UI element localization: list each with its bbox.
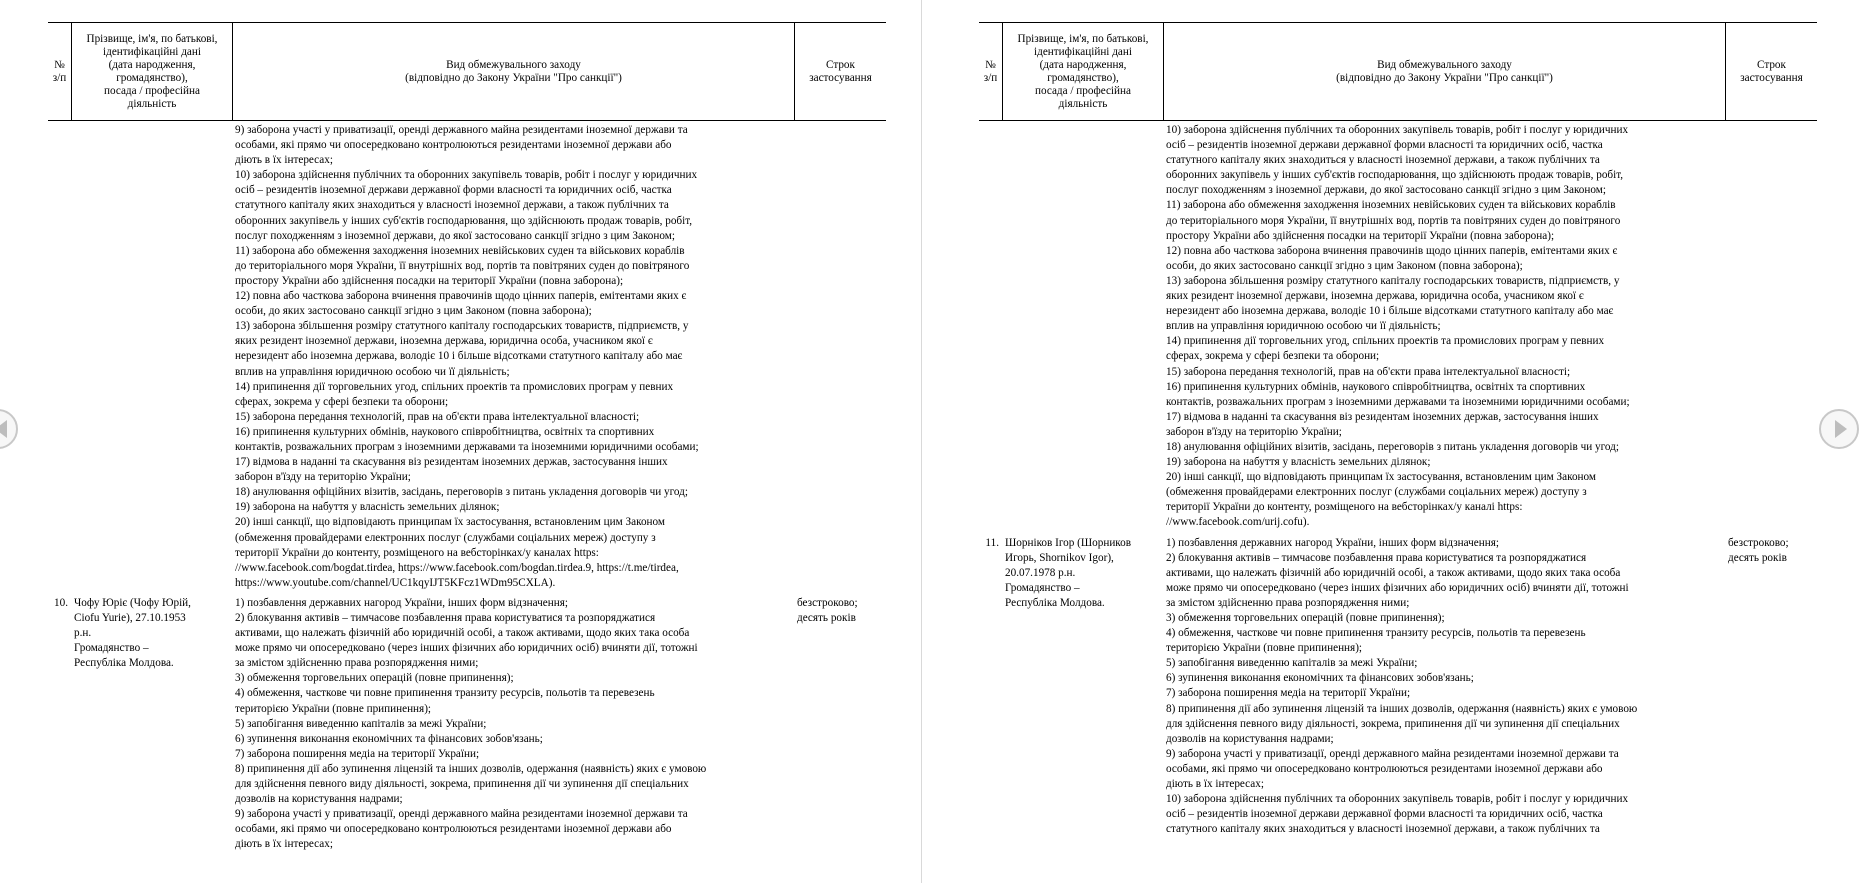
cell-number: 11. — [985, 536, 999, 549]
header-person: Прізвище, ім'я, по батькові, ідентифікаційні дані (дата народження, громадянство), посада / професійна діяльність — [1003, 23, 1164, 120]
cell-number — [979, 123, 1003, 531]
table-header — [979, 22, 1817, 121]
cell-person: Чофу Юріє (Чофу Юрій, Ciofu Yurie), 27.10.1953 р.н. Громадянство – Республіка Молдова. — [74, 596, 191, 670]
cell-term: безстроково; десять років — [797, 596, 858, 624]
header-term: Строк застосування — [1740, 58, 1803, 84]
cell-measures: 1) позбавлення державних нагород України, інших форм відзначення; 2) блокування активів – тимчасове позбавлення права користуватися та розпоряджатися активами, що належать фізичній або юридичній особі, а також активами, щодо яких така особа може прямо чи опосередковано (через інших фізичних або юридичних осіб) вчиняти дії, тотожні за змістом здійсненню права розпорядження ними; 3) обмеження торговельних операцій (повне припинення); 4) обмеження, часткове чи повне припинення транзиту ресурсів, польотів та перевезень територією України (повне припинення); 5) запобігання виведенню капіталів за межі України; 6) зупинення виконання економічних та фінансових зобов'язань; 7) заборона поширення медіа на території України; 8) припинення дії або зупинення ліцензій та інших дозволів, одержання (наявність) яких є умовою для здійснення певного виду діяльності, зокрема, припинення дії чи зупинення дії спеціальних дозволів на користування надрами; 9) заборона участі у приватизації, оренді державного майна резидентами іноземної держави та особами, які прямо чи опосередковано контролюються резидентами іноземної держави або діють в їх інтересах; 10) заборона здійснення публічних та оборонних закупівель товарів, робіт і послуг у юридичних осіб – резидентів іноземної держави державної форми власності та юридичних осіб, частка статутного капіталу яких знаходиться у власності іноземної держави, а також публічних та — [1166, 536, 1638, 836]
cell-measures: 9) заборона участі у приватизації, оренді державного майна резидентами іноземної держави та особами, які прямо чи опосередковано контролюються резидентами іноземної держави або діють в їх інтересах; 10) заборона здійснення публічних та оборонних закупівель товарів, робіт і послуг у юридичних осіб – резидентів іноземної держави державної форми власності та юридичних осіб, частка статутного капіталу яких знаходиться у власності іноземної держави, а також публічних та оборонних закупівель у інших суб'єктів господарювання, що здійснюють продаж товарів, робіт, послуг походженням з іноземної держави, до якої застосовано санкції згідно з цим Законом; 11) заборона або обмеження заходження іноземних невійськових суден та військових кораблів до територіального моря України, її внутрішніх вод, портів та повітряних суден до повітряного простору України або здійснення посадки на території України (повна заборона); 12) повна або часткова заборона вчинення правочинів щодо цінних паперів, емітентами яких є особи, до яких застосовано санкції згідно з цим Законом (повна заборона); 13) заборона збільшення розміру статутного капіталу господарських товариств, підприємств, у яких резидент іноземної держави, іноземна держава, юридична особа, учасником якої є нерезидент або іноземна держава, володіє 10 і більше відсотками статутного капіталу або має вплив на управління юридичною особою чи її діяльність; 14) припинення дії торговельних угод, спільних проектів та промислових програм у певних сферах, зокрема у сфері безпеки та оборони; 15) заборона передання технологій, прав на об'єкти права інтелектуальної власності; 16) припинення культурних обмінів, наукового співробітництва, освітніх та спортивних контактів, розважальних програм з іноземними державами та іноземними юридичними особами; 17) відмова в наданні та скасування віз резидентам іноземних держав, застосування інших заборон в'їзду на територію України; 18) анулювання офіційних візитів, засідань, переговорів з питань укладення договорів чи угод; 19) заборона на набуття у власність земельних ділянок; 20) інші санкції, що відповідають принципам їх застосування, встановленим цим Законом (обмеження провайдерами електронних послуг (службами соціальних мереж) доступу з території України до контенту, розміщеного на вебсторінках/у каналах https: //www.facebook.com/bogdat.tirdea, https://www.facebook.com/bogdan.tirdea.9, https://t.me/tirdea, https://www.youtube.com/channel/UC1kqyIJT5KFcz1WDm95CXLA). — [235, 124, 699, 589]
cell-term — [795, 123, 886, 591]
cell-measures: 1) позбавлення державних нагород України, інших форм відзначення; 2) блокування активів – тимчасове позбавлення права користуватися та розпоряджатися активами, що належать фізичній або юридичній особі, а також активами, щодо яких така особа може прямо чи опосередковано (через інших фізичних або юридичних осіб) вчиняти дії, тотожні за змістом здійсненню права розпорядження ними; 3) обмеження торговельних операцій (повне припинення); 4) обмеження, часткове чи повне припинення транзиту ресурсів, польотів та перевезень територією України (повне припинення); 5) запобігання виведенню капіталів за межі України; 6) зупинення виконання економічних та фінансових зобов'язань; 7) заборона поширення медіа на території України; 8) припинення дії або зупинення ліцензій та інших дозволів, одержання (наявність) яких є умовою для здійснення певного виду діяльності, зокрема, припинення дії чи зупинення дії спеціальних дозволів на користування надрами; 9) заборона участі у приватизації, оренді державного майна резидентами іноземної держави та особами, які прямо чи опосередковано контролюються резидентами іноземної держави або діють в їх інтересах; — [235, 596, 707, 851]
table-row-continuation — [979, 123, 1817, 531]
table-row — [979, 536, 1817, 838]
cell-number — [48, 123, 72, 591]
cell-measures: 10) заборона здійснення публічних та оборонних закупівель товарів, робіт і послуг у юридичних осіб – резидентів іноземної держави державної форми власності та юридичних осіб, частка статутного капіталу яких знаходиться у власності іноземної держави, а також публічних та оборонних закупівель у інших суб'єктів господарювання, що здійснюють продаж товарів, робіт, послуг походженням з іноземної держави, до якої застосовано санкції згідно з цим Законом; 11) заборона або обмеження заходження іноземних невійськових суден та військових кораблів до територіального моря України, її внутрішніх вод, портів та повітряних суден до повітряного простору України або здійснення посадки на території України (повна заборона); 12) повна або часткова заборона вчинення правочинів щодо цінних паперів, емітентами яких є особи, до яких застосовано санкції згідно з цим Законом (повна заборона); 13) заборона збільшення розміру статутного капіталу господарських товариств, підприємств, у яких резидент іноземної держави, іноземна держава, юридична особа, учасником якої є нерезидент або іноземна держава, володіє 10 і більше відсотками статутного капіталу або має вплив на управління юридичною особою чи її діяльність; 14) припинення дії торговельних угод, спільних проектів та промислових програм у певних сферах, зокрема у сфері безпеки та оборони; 15) заборона передання технологій, прав на об'єкти права інтелектуальної власності; 16) припинення культурних обмінів, наукового співробітництва, освітніх та спортивних контактів, розважальних програм з іноземними державами та іноземними юридичними особами; 17) відмова в наданні та скасування віз резидентам іноземних держав, застосування інших заборон в'їзду на територію України; 18) анулювання офіційних візитів, засідань, переговорів з питань укладення договорів чи угод; 19) заборона на набуття у власність земельних ділянок; 20) інші санкції, що відповідають принципам їх застосування, встановленим цим Законом (обмеження провайдерами електронних послуг (службами соціальних мереж) доступу з території України до контенту, розміщеного на вебсторінках/у каналі https: //www.facebook.com/urij.cofu). — [1166, 124, 1630, 529]
cell-number: 10. — [54, 596, 68, 609]
chevron-right-icon — [1821, 411, 1857, 447]
sanctions-table-right — [979, 22, 1817, 837]
header-measure: Вид обмежувального заходу (відповідно до Закону України "Про санкції") — [1164, 23, 1726, 120]
sanctions-table-left — [48, 22, 886, 853]
header-person: Прізвище, ім'я, по батькові, ідентифікаційні дані (дата народження, громадянство), посада / професійна діяльність — [72, 23, 233, 120]
document-page-right — [922, 0, 1860, 883]
cell-term — [1726, 123, 1817, 531]
table-row — [48, 596, 886, 853]
cell-person: Шорніков Ігор (Шорников Игорь, Shornikov Igor), 20.07.1978 р.н. Громадянство – Республіка Молдова. — [1005, 536, 1132, 609]
header-term: Строк застосування — [809, 58, 872, 84]
cell-term: безстроково; десять років — [1728, 536, 1789, 564]
header-number: № з/п — [979, 23, 1003, 120]
cell-person — [72, 123, 233, 591]
table-header — [48, 22, 886, 121]
header-number: № з/п — [48, 23, 72, 120]
table-row-continuation — [48, 123, 886, 591]
header-measure: Вид обмежувального заходу (відповідно до Закону України "Про санкції") — [233, 23, 795, 120]
document-page-left — [0, 0, 921, 883]
previous-page-button[interactable] — [0, 409, 18, 449]
chevron-left-icon — [0, 411, 16, 447]
cell-person — [1003, 123, 1164, 531]
next-page-button[interactable] — [1819, 409, 1859, 449]
